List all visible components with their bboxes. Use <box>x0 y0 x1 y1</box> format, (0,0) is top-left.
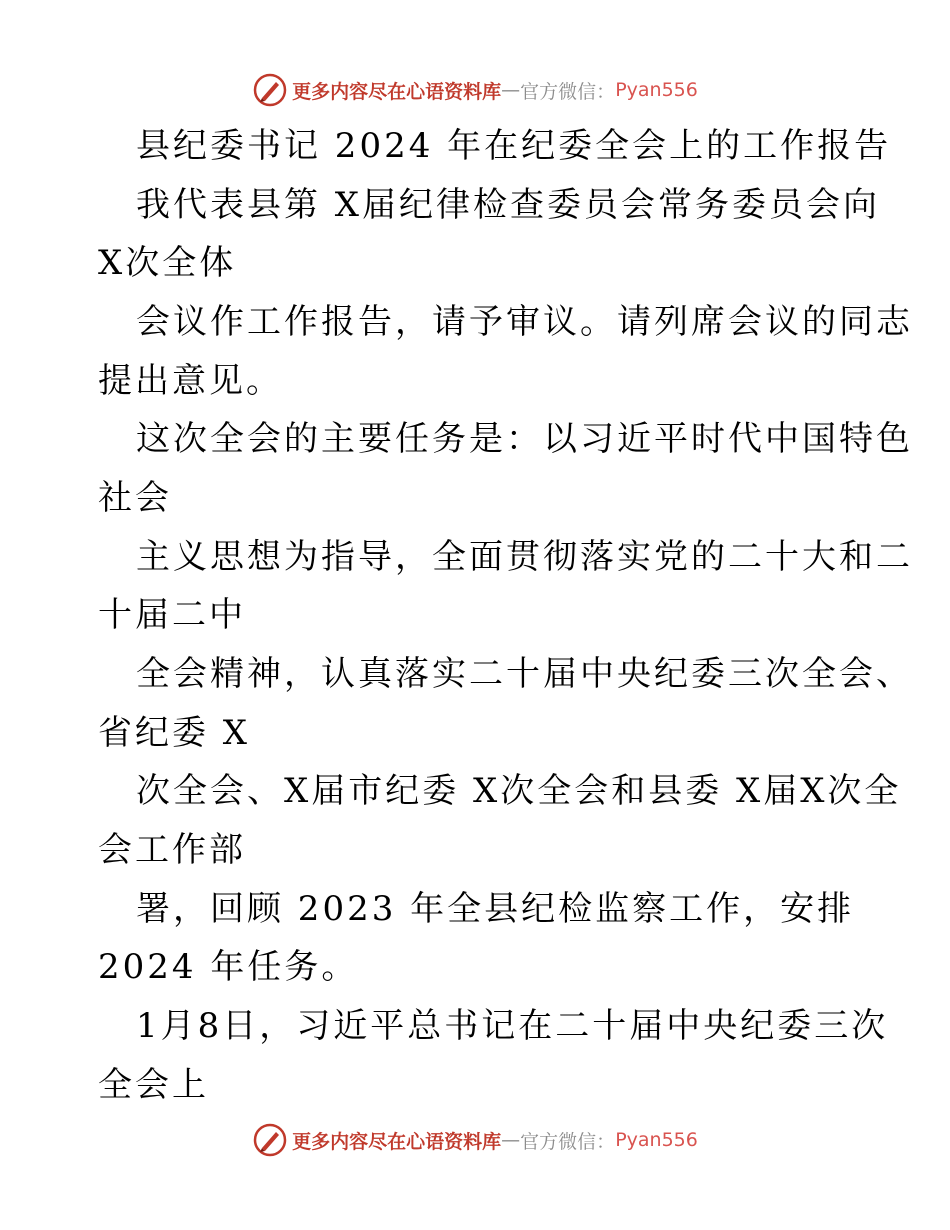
paragraph-line: 会工作部 <box>98 830 246 870</box>
paragraph-line: 1月8日，习近平总书记在二十届中央纪委三次 <box>136 1006 889 1046</box>
paragraph-line: 署，回顾 2023 年全县纪检监察工作，安排 <box>136 889 855 929</box>
paragraph-line: 全会上 <box>98 1065 209 1105</box>
paragraph-line: X次全体 <box>98 243 237 283</box>
paragraph-line: 这次全会的主要任务是：以习近平时代中国特色 <box>136 419 913 459</box>
watermark-header <box>0 70 950 110</box>
pen-logo-icon <box>252 72 288 108</box>
paragraph-line: 社会 <box>98 478 172 518</box>
paragraph-line: 会议作工作报告，请予审议。请列席会议的同志 <box>136 302 913 342</box>
pen-logo-icon <box>252 1122 288 1158</box>
watermark-lead-text: 更多内容尽在心语资料库 <box>292 80 502 103</box>
watermark-footer <box>0 1120 950 1160</box>
watermark-wechat-label: 官方微信： <box>520 1130 616 1153</box>
watermark-dash: — <box>501 79 521 101</box>
paragraph-line: 全会精神，认真落实二十届中央纪委三次全会、 <box>136 654 913 694</box>
watermark-lead-text: 更多内容尽在心语资料库 <box>292 1130 502 1153</box>
watermark-dash: — <box>501 1129 521 1151</box>
paragraph-line: 省纪委 X <box>98 713 251 753</box>
watermark-wechat-id: Pyan556 <box>615 1129 698 1151</box>
paragraph-line: 主义思想为指导，全面贯彻落实党的二十大和二 <box>136 537 913 577</box>
paragraph-line: 次全会、X届市纪委 X次全会和县委 X届X次全 <box>136 771 902 811</box>
watermark-wechat-label: 官方微信： <box>520 80 616 103</box>
watermark-wechat-id: Pyan556 <box>615 79 698 101</box>
paragraph-line: 我代表县第 X届纪律检查委员会常务委员会向 <box>136 185 881 225</box>
paragraph-line: 十届二中 <box>98 595 246 635</box>
paragraph-line: 2024 年任务。 <box>98 947 359 987</box>
document-title: 县纪委书记 2024 年在纪委全会上的工作报告 <box>136 126 892 166</box>
paragraph-line: 提出意见。 <box>98 361 283 401</box>
